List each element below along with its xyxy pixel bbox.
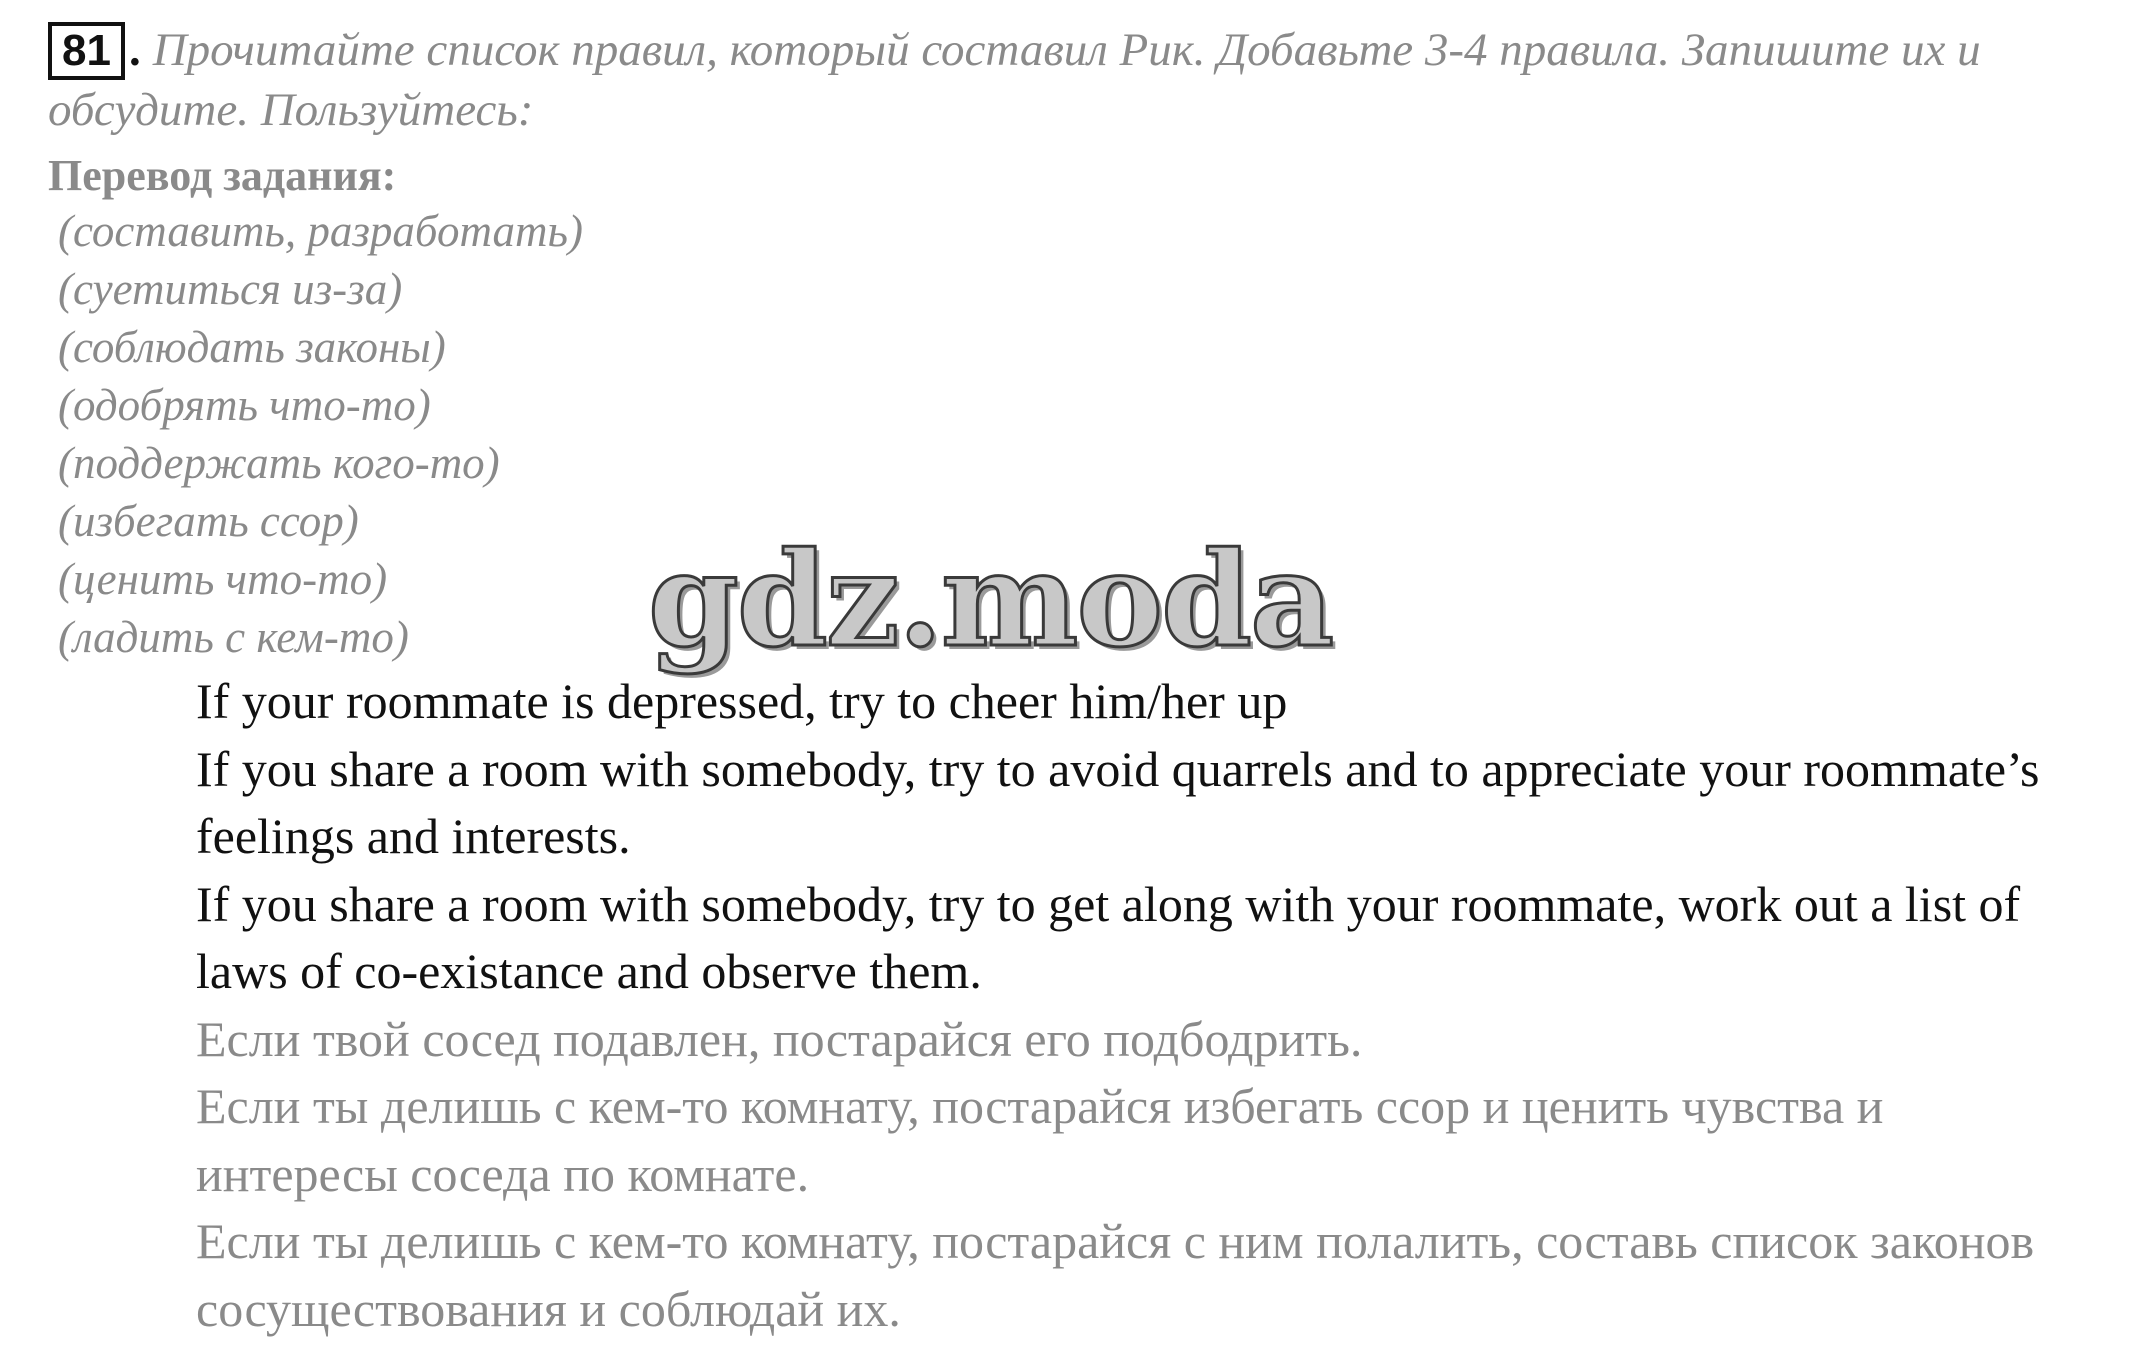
vocab-item: (поддержать кого-то) — [58, 438, 500, 488]
vocab-item: (ценить что-то) — [58, 554, 388, 604]
translation-heading: Перевод задания: — [48, 151, 397, 200]
vocab-item: (суетиться из-за) — [58, 264, 403, 314]
task-number: 81 — [48, 22, 125, 80]
vocab-item: (избегать ссор) — [58, 496, 359, 546]
watermark-logo: gdz.moda — [648, 523, 1333, 676]
answer-ru: Если ты делишь с кем-то комнату, постарайся избегать ссор и ценить чувства и интересы соседа по комнате. — [196, 1078, 1884, 1202]
vocab-list — [58, 202, 583, 666]
vocab-item: (соблюдать законы) — [58, 322, 446, 372]
task-number-dot: . — [128, 24, 141, 76]
vocab-item: (ладить с кем-то) — [58, 612, 409, 662]
answer-en: If you share a room with somebody, try to avoid quarrels and to appreciate your roommate’s feelings and interests. — [196, 740, 2040, 864]
answer-block — [196, 668, 2096, 1343]
answer-en: If you share a room with somebody, try to get along with your roommate, work out a list of laws of co-existance and observe them. — [196, 875, 2021, 999]
answer-ru: Если ты делишь с кем-то комнату, постарайся с ним полалить, составь список законов сосуществования и соблюдай их. — [196, 1213, 2035, 1337]
answer-en: If your roommate is depressed, try to cheer him/her up — [196, 673, 1288, 729]
vocab-item: (одобрять что-то) — [58, 380, 431, 430]
task-header — [48, 20, 2108, 140]
vocab-item: (составить, разработать) — [58, 206, 583, 256]
answer-ru: Если твой сосед подавлен, постарайся его подбодрить. — [196, 1010, 1363, 1067]
task-instruction: Прочитайте список правил, который составил Рик. Добавьте 3-4 правила. Запишите их и обсудите. Пользуйтесь: — [48, 24, 1981, 136]
